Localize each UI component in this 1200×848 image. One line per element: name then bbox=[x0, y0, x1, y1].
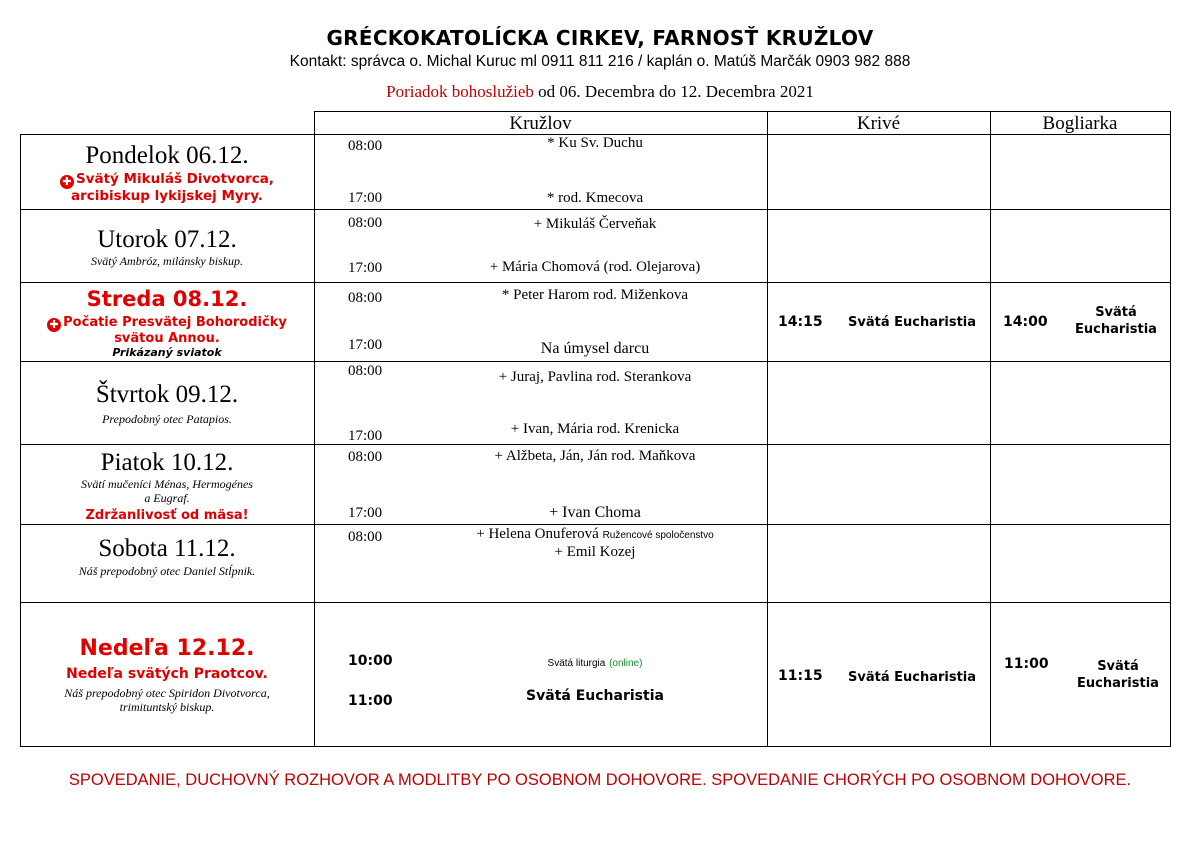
intent-text: + Helena Onuferová bbox=[476, 526, 599, 542]
feast-line bbox=[20, 171, 314, 189]
service-intent: + Alžbeta, Ján, Ján rod. Maňkova bbox=[494, 448, 696, 464]
online-note: (online) bbox=[609, 658, 643, 669]
confession-note: SPOVEDANIE, DUCHOVNÝ ROZHOVOR A MODLITBY PO OSOBNOM DOHOVORE. SPOVEDANIE CHORÝCH PO OSOBNOM DOHOVORE. bbox=[68, 771, 1132, 789]
bogliarka-time: 11:00 bbox=[1004, 656, 1049, 672]
grid-line bbox=[1170, 111, 1171, 747]
service-time: 08:00 bbox=[348, 290, 383, 306]
day-name: Nedeľa 12.12. bbox=[79, 636, 255, 661]
day-name: Streda 08.12. bbox=[86, 287, 248, 311]
grid-line bbox=[20, 209, 1171, 210]
service-intent: + Ivan Choma bbox=[549, 504, 641, 521]
grid-line bbox=[314, 111, 315, 747]
krive-service: Svätá Eucharistia bbox=[848, 315, 977, 330]
service-intent: + Mária Chomová (rod. Olejarova) bbox=[489, 259, 701, 275]
service-intent: + Ivan, Mária rod. Krenicka bbox=[510, 421, 680, 437]
saint-of-day: trimituntský biskup. bbox=[119, 700, 215, 714]
feast-text: Svätý Mikuláš Divotvorca, bbox=[75, 171, 275, 187]
service-time: 08:00 bbox=[348, 138, 383, 154]
bogliarka-service: Eucharistia bbox=[1077, 676, 1159, 691]
service-intent: + Mikuláš Červeňak bbox=[533, 216, 657, 232]
service-time: 17:00 bbox=[348, 337, 383, 353]
page-title: GRÉCKOKATOLÍCKA CIRKEV, FARNOSŤ KRUŽLOV bbox=[326, 26, 874, 50]
service-intent: + Emil Kozej bbox=[554, 544, 636, 560]
service-intent: * Ku Sv. Duchu bbox=[547, 135, 643, 151]
fast-note: Zdržanlivosť od mäsa! bbox=[85, 508, 249, 523]
grid-line bbox=[20, 602, 1171, 603]
contact-line: Kontakt: správca o. Michal Kuruc ml 0911 811 216 / kaplán o. Matúš Marčák 0903 982 888 bbox=[289, 53, 911, 70]
grid-line bbox=[20, 746, 1171, 747]
holy-day-note: Prikázaný sviatok bbox=[112, 346, 222, 359]
feast-line: svätou Annou. bbox=[114, 331, 220, 346]
service-time: 08:00 bbox=[348, 215, 383, 231]
krive-service: Svätá Eucharistia bbox=[848, 670, 977, 685]
service-intent bbox=[400, 526, 790, 543]
service-time: 08:00 bbox=[348, 449, 383, 465]
service-time: 17:00 bbox=[348, 428, 383, 444]
krive-time: 14:15 bbox=[778, 314, 823, 330]
service-time: 17:00 bbox=[348, 505, 383, 521]
saint-of-day: Prepodobný otec Patapios. bbox=[102, 412, 232, 426]
day-name: Piatok 10.12. bbox=[100, 449, 234, 476]
schedule-period bbox=[0, 82, 1200, 102]
bogliarka-service: Svätá bbox=[1095, 305, 1137, 320]
column-header-krive: Krivé bbox=[856, 113, 901, 134]
service-intent bbox=[400, 654, 790, 671]
period-dates: od 06. Decembra do 12. Decembra 2021 bbox=[533, 82, 814, 101]
grid-line bbox=[20, 361, 1171, 362]
day-name: Pondelok 06.12. bbox=[85, 142, 249, 169]
service-intent: + Juraj, Pavlina rod. Sterankova bbox=[498, 369, 692, 385]
grid-line bbox=[20, 444, 1171, 445]
grid-line bbox=[990, 111, 991, 747]
service-time: 08:00 bbox=[348, 363, 383, 379]
day-name: Štvrtok 09.12. bbox=[95, 381, 239, 408]
day-name: Utorok 07.12. bbox=[97, 226, 237, 253]
krive-time: 11:15 bbox=[778, 668, 823, 684]
bogliarka-service: Svätá bbox=[1097, 659, 1139, 674]
saint-of-day: Náš prepodobný otec Daniel Stĺpnik. bbox=[78, 564, 256, 578]
grid-line bbox=[20, 282, 1171, 283]
bogliarka-time: 14:00 bbox=[1003, 314, 1048, 330]
cross-icon: ✚ bbox=[60, 175, 74, 189]
feast-line: arcibiskup lykijskej Myry. bbox=[70, 188, 264, 204]
period-label: Poriadok bohoslužieb bbox=[386, 82, 534, 101]
service-intent: Na úmysel darcu bbox=[540, 340, 650, 357]
day-name: Sobota 11.12. bbox=[98, 535, 236, 562]
service-time: 08:00 bbox=[348, 529, 383, 545]
saint-of-day: a Eugraf. bbox=[144, 491, 190, 505]
cross-icon: ✚ bbox=[47, 318, 61, 332]
service-intent: * Peter Harom rod. Miženkova bbox=[501, 287, 689, 303]
column-header-bogliarka: Bogliarka bbox=[1042, 113, 1118, 134]
service-time: 10:00 bbox=[348, 653, 393, 669]
feast-line: Nedeľa svätých Praotcov. bbox=[66, 666, 268, 682]
intent-text: Svätá liturgia bbox=[547, 658, 606, 669]
bogliarka-service: Eucharistia bbox=[1075, 322, 1157, 337]
column-header-kruzlov: Kružlov bbox=[509, 113, 572, 134]
saint-of-day: Náš prepodobný otec Spiridon Divotvorca, bbox=[64, 686, 270, 700]
saint-of-day: Svätý Ambróz, milánsky biskup. bbox=[90, 254, 244, 268]
service-time: 11:00 bbox=[348, 693, 393, 709]
service-intent: Svätá Eucharistia bbox=[526, 688, 664, 704]
saint-of-day: Svätí mučeníci Ménas, Hermogénes bbox=[81, 477, 253, 491]
intent-note: Ružencové spoločenstvo bbox=[602, 530, 714, 541]
service-intent: * rod. Kmecova bbox=[546, 190, 644, 206]
feast-text: Počatie Presvätej Bohorodičky bbox=[63, 315, 287, 330]
service-time: 17:00 bbox=[348, 190, 383, 206]
service-time: 17:00 bbox=[348, 260, 383, 276]
